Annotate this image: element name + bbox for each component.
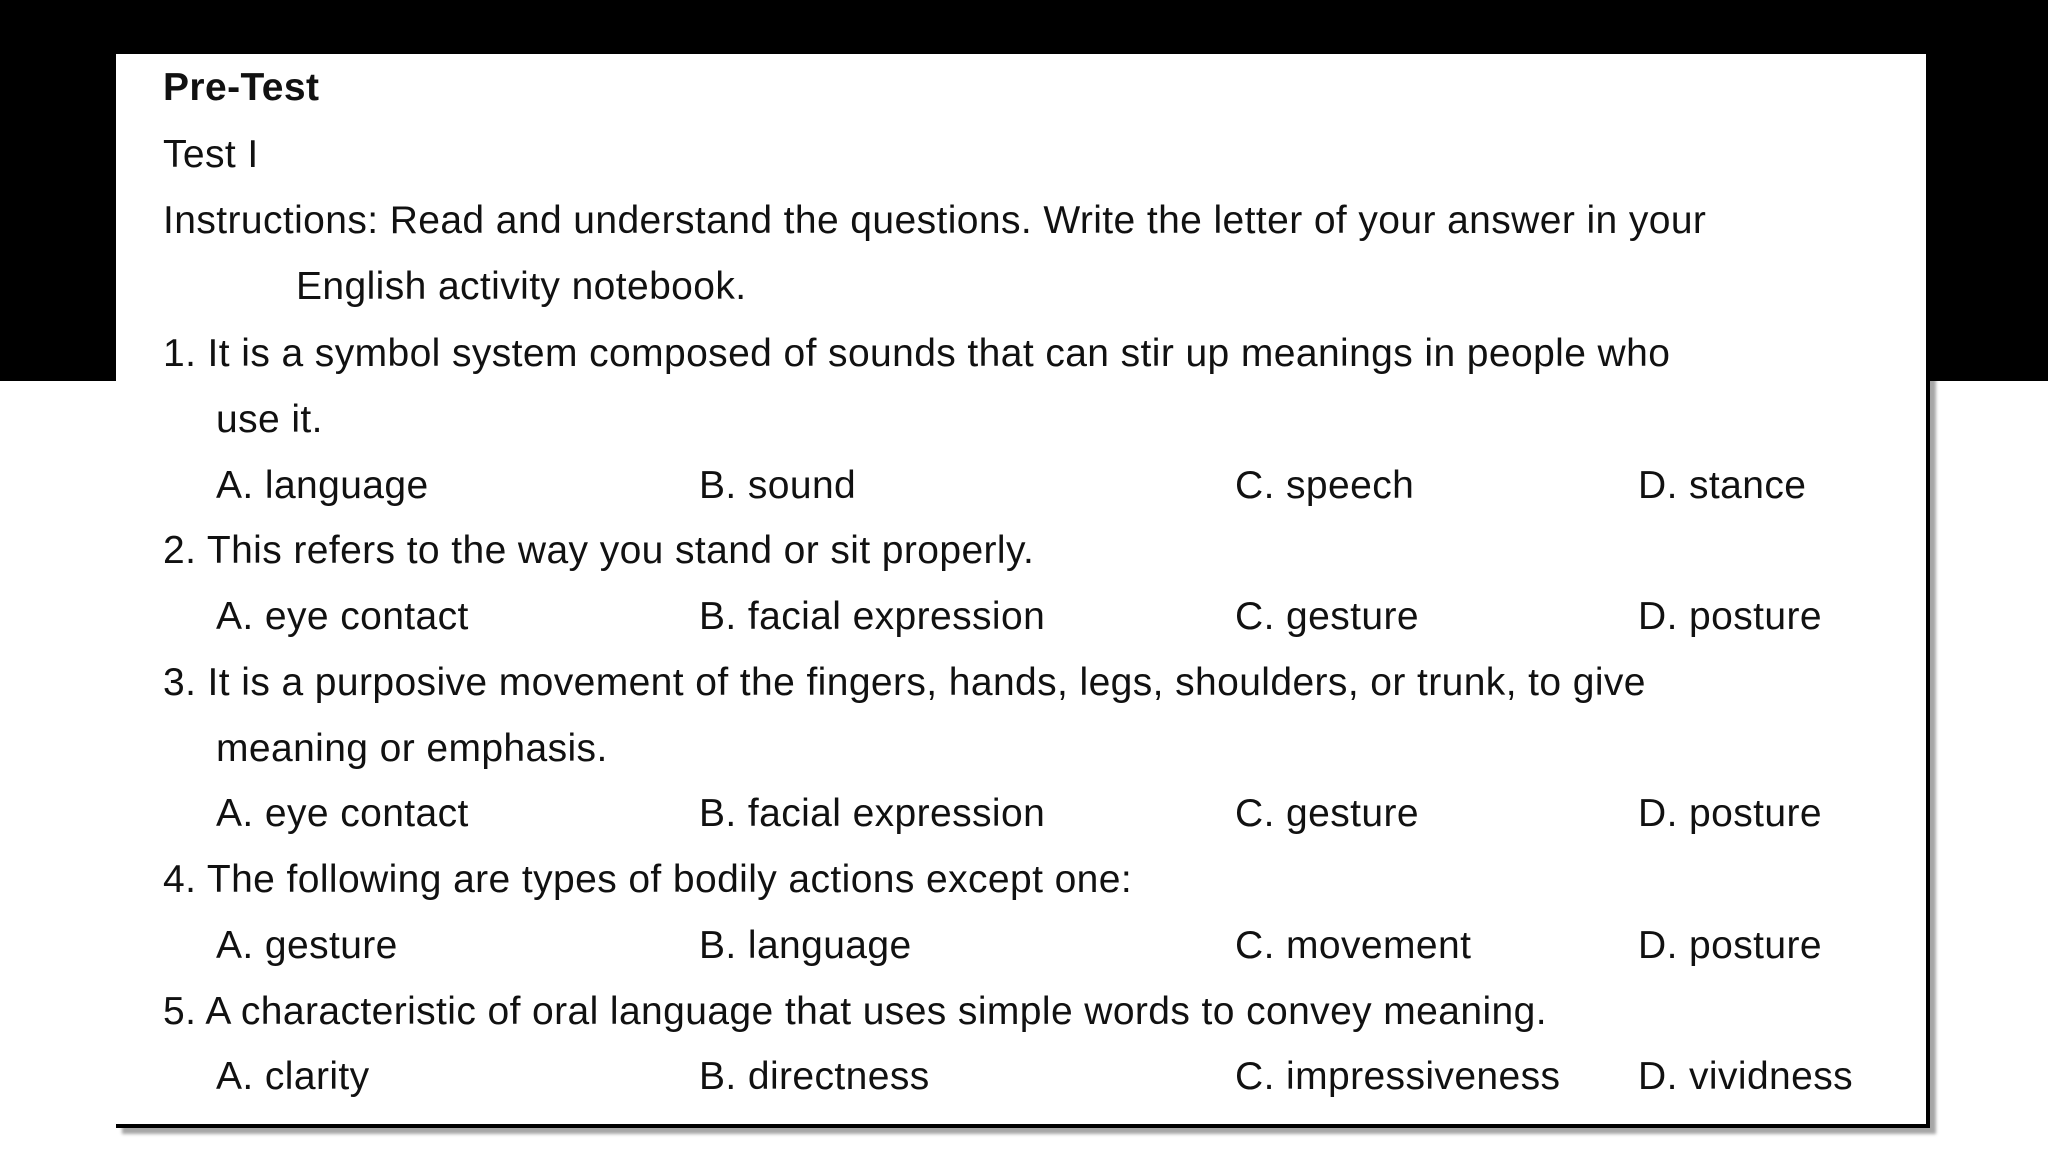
question-4-choice-b: B. language <box>699 924 912 967</box>
test-subtitle: Test I <box>163 133 259 176</box>
question-3-choice-b: B. facial expression <box>699 792 1046 835</box>
question-2-text: 2. This refers to the way you stand or sit properly. <box>163 529 1035 572</box>
question-1-text-cont: use it. <box>216 398 323 441</box>
question-4-text: 4. The following are types of bodily actions except one: <box>163 858 1133 901</box>
question-4-choice-d: D. posture <box>1638 924 1822 967</box>
question-5-choice-c: C. impressiveness <box>1235 1055 1561 1098</box>
question-1-text: 1. It is a symbol system composed of sounds that can stir up meanings in people who <box>163 332 1671 375</box>
question-3-choice-d: D. posture <box>1638 792 1822 835</box>
question-1-choice-d: D. stance <box>1638 464 1807 507</box>
question-3-text-cont: meaning or emphasis. <box>216 727 608 770</box>
question-2-choice-a: A. eye contact <box>216 595 469 638</box>
instructions-line-1: Instructions: Read and understand the questions. Write the letter of your answer in your <box>163 199 1707 242</box>
question-5-choice-d: D. vividness <box>1638 1055 1854 1098</box>
question-3-choice-c: C. gesture <box>1235 792 1419 835</box>
instructions-line-2: English activity notebook. <box>296 265 747 308</box>
question-1-choice-b: B. sound <box>699 464 857 507</box>
pretest-sheet <box>116 54 1930 1128</box>
question-2-choice-c: C. gesture <box>1235 595 1419 638</box>
question-3-choice-a: A. eye contact <box>216 792 469 835</box>
question-5-choice-a: A. clarity <box>216 1055 370 1098</box>
page-title: Pre-Test <box>163 66 320 109</box>
question-4-choice-a: A. gesture <box>216 924 398 967</box>
question-2-choice-d: D. posture <box>1638 595 1822 638</box>
question-1-choice-a: A. language <box>216 464 429 507</box>
question-5-text: 5. A characteristic of oral language that uses simple words to convey meaning. <box>163 990 1547 1033</box>
question-4-choice-c: C. movement <box>1235 924 1472 967</box>
question-2-choice-b: B. facial expression <box>699 595 1046 638</box>
question-1-choice-c: C. speech <box>1235 464 1415 507</box>
question-5-choice-b: B. directness <box>699 1055 930 1098</box>
question-3-text: 3. It is a purposive movement of the fingers, hands, legs, shoulders, or trunk, to give <box>163 661 1646 704</box>
